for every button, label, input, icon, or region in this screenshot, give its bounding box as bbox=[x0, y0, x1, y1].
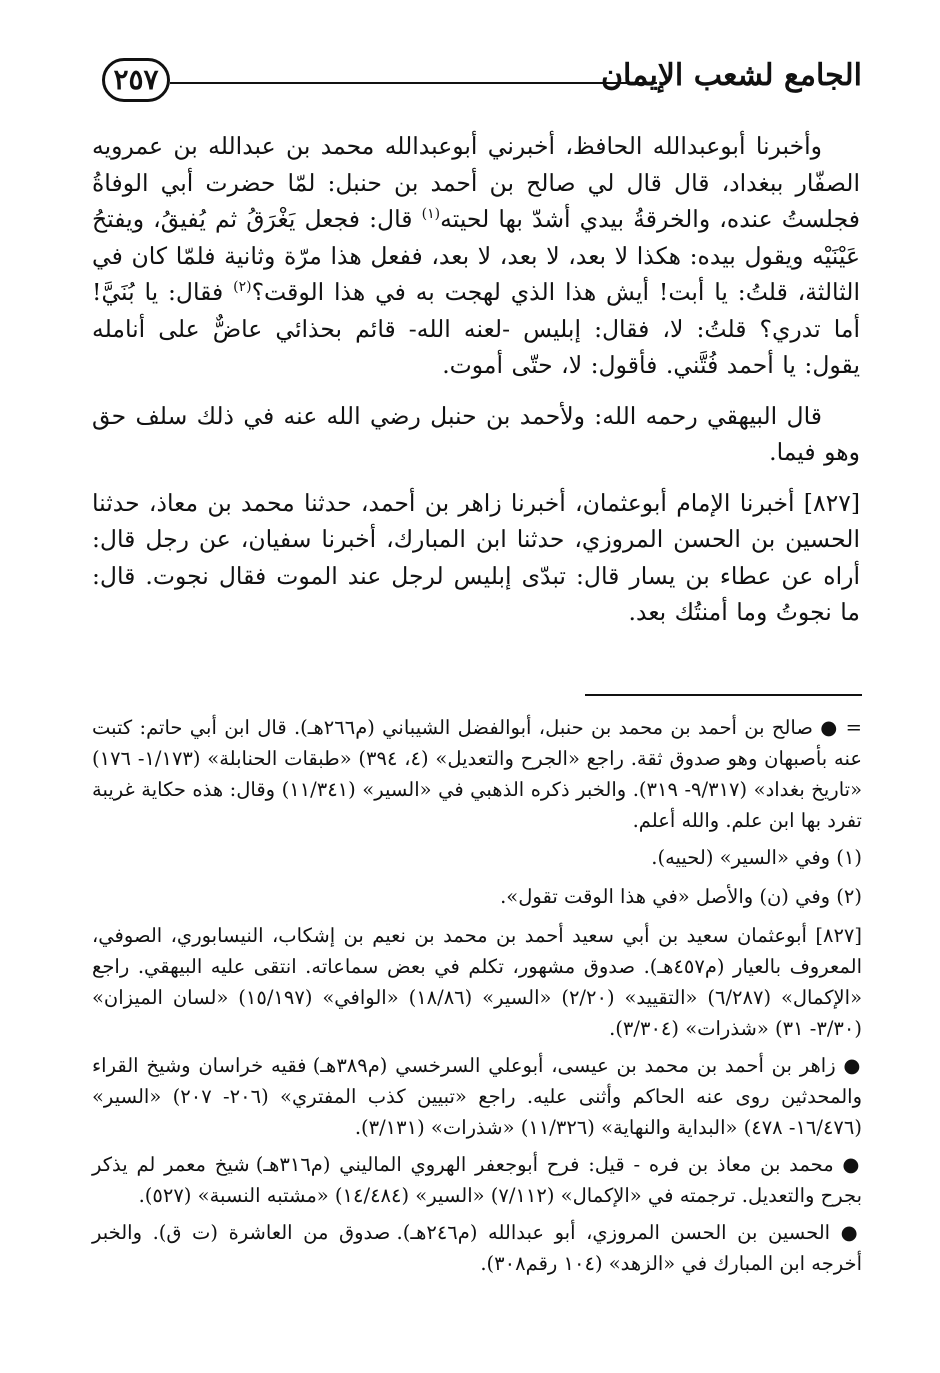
note-2: (٢) وفي (ن) والأصل «في هذا الوقت تقول». bbox=[500, 885, 862, 908]
footnote-mark-1: (١) bbox=[421, 206, 441, 223]
footnote-divider bbox=[585, 694, 862, 696]
note-husayn: ● الحسين بن الحسن المروزي، أبو عبدالله (م٢٤٦هـ). صدوق من العاشرة (ت ق). والخبر أخرجه ابن المبارك في «الزهد» (١٠٤ رقم٣٠٨). bbox=[92, 1221, 862, 1275]
paragraph-1 bbox=[92, 128, 860, 384]
header-rule bbox=[170, 82, 657, 84]
running-title: الجامع لشعب الإيمان bbox=[600, 58, 862, 93]
paragraph-1-part-c: فقال: يا بُنَيَّ! أما تدري؟ قلتُ: لا، فقال: إبليس -لعنه الله- قائم بحذائي عاضٌّ على أنامله يقول: يا أحمد فُتَّني. فأقول: لا، حتّى أموت. bbox=[92, 278, 860, 379]
page-header bbox=[102, 52, 862, 108]
footnote-mark-2: (٢) bbox=[233, 279, 252, 296]
paragraph-1-part-a: وأخبرنا أبوعبدالله الحافظ، أخبرني أبوعبدالله محمد بن عبدالله بن عمرويه الصفّار ببغداد، قال قال لي صالح بن أحمد بن حنبل: لمّا حضرت أبي الوفاةُ فجلستُ عنده، والخرقةُ بيدي أشدّ بها لحيته bbox=[92, 132, 860, 233]
note-1: (١) وفي «السير» (لحييه). bbox=[651, 846, 862, 869]
note-continued: = ● صالح بن أحمد بن محمد بن حنبل، أبوالفضل الشيباني (م٢٦٦هـ). قال ابن أبي حاتم: كتبت عنه بأصبهان وهو صدوق ثقة. راجع «الجرح والتعديل» (٤، ٣٩٤) «طبقات الحنابلة» (١/١٧٣- ١٧٦) «تاريخ بغداد» (٩/٣١٧- ٣١٩). والخبر ذكره الذهبي في «السير» (١١/٣٤١) وقال: هذه حكاية غريبة تفرد بها ابن علم. والله أعلم. bbox=[92, 716, 862, 832]
note-zahir: ● زاهر بن أحمد بن محمد بن عيسى، أبوعلي السرخسي (م٣٨٩هـ) فقيه خراسان وشيخ القراء والمحدثين روى عنه الحاكم وأثنى عليه. راجع «تبيين كذب المفتري» (٢٠٦- ٢٠٧) «السير» (١٦/٤٧٦- ٤٧٨) «البداية والنهاية» (١١/٣٢٦) «شذرات» (٣/١٣١). bbox=[92, 1054, 862, 1139]
footnotes bbox=[92, 712, 862, 1285]
paragraph-1-part-b: قال: فجعل يَغْرَقُ ثم يُفيقُ، ويفتحُ عَيْنَيْه ويقول بيده: هكذا لا بعد، لا بعد، لا بعد، ففعل هذا مرّة وثانية فلمّا كان في الثالثة، قلتُ: يا أبت! أيش هذا الذي لهجت به في هذا الوقت؟ bbox=[92, 205, 860, 306]
note-muhammad-muadh: ● محمد بن معاذ بن فره - قيل: فرح أبوجعفر الهروي الماليني (م٣١٦هـ) شيخ معمر لم يذكر بجرح والتعديل. ترجمته في «الإكمال» (٧/١١٢) «السير» (١٤/٤٨٤) «مشتبه النسبة» (٥٢٧). bbox=[92, 1153, 862, 1207]
paragraph-3-hadith-827: [٨٢٧] أخبرنا الإمام أبوعثمان، أخبرنا زاهر بن أحمد، حدثنا محمد بن معاذ، حدثنا الحسين بن الحسن المروزي، حدثنا ابن المبارك، أخبرنا سفيان، عن رجل قال: أراه عن عطاء بن يسار قال: تبدّى إبليس لرجل عند الموت فقال نجوت. قال: ما نجوتُ وما أمنتُك بعد. bbox=[92, 488, 860, 626]
note-827: [٨٢٧] أبوعثمان سعيد بن أبي سعيد أحمد بن محمد بن نعيم بن إشكاب، النيسابوري، الصوفي، المعروف بالعيار (م٤٥٧هـ). صدوق مشهور، تكلم في بعض سماعاته. انتقى عليه البيهقي. راجع «الإكمال» (٦/٢٨٧) «التقييد» (٢/٢٠) «السير» (١٨/٨٦) «الوافي» (١٥/١٩٧) «لسان الميزان» (٣/٣٠- ٣١) «شذرات» (٣/٣٠٤). bbox=[92, 924, 863, 1040]
page-number: ٢٥٧ bbox=[102, 58, 170, 102]
main-text bbox=[92, 128, 860, 645]
paragraph-2: قال البيهقي رحمه الله: ولأحمد بن حنبل رضي الله عنه في ذلك سلف حق وهو فيما. bbox=[92, 401, 860, 466]
